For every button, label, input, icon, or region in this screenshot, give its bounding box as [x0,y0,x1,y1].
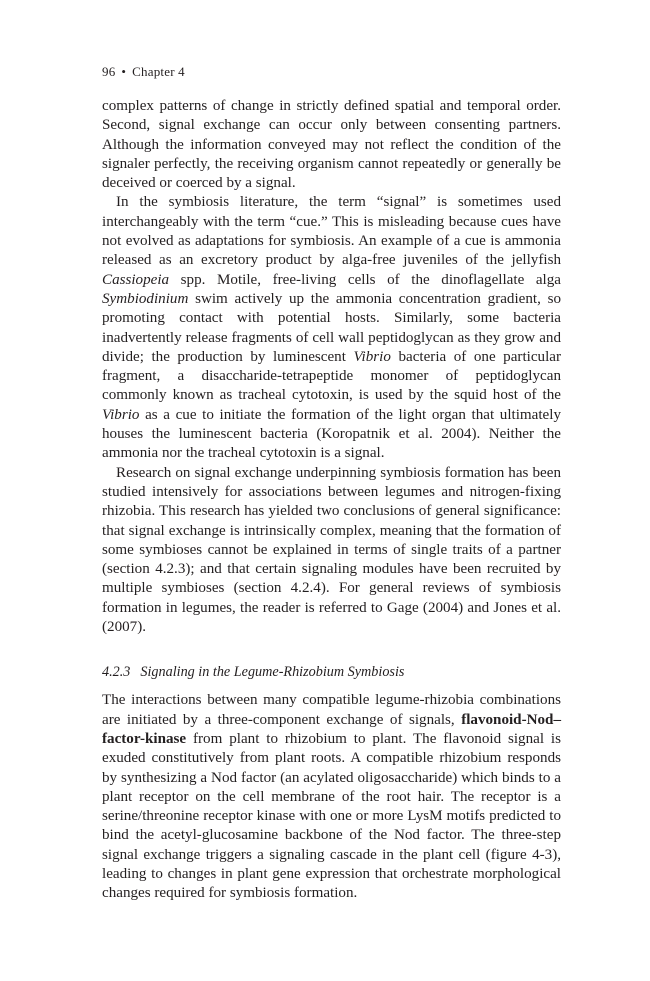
text-run: Vibrio [353,348,391,365]
page-number: 96 [102,64,116,79]
text-run: Symbiodinium [102,290,189,307]
book-page [102,64,561,904]
section-title: Signaling in the Legume-Rhizobium Symbiosis [140,664,405,681]
text-run: as a cue to initiate the formation of the light organ that ultimately houses the luminescent bacteria (Koropatnik et al. 2004). Neither the ammonia nor the tracheal cytotoxin is a signal. [102,406,561,462]
text-run: flavonoid-Nod–factor-kinase [102,711,561,747]
text-run: In the symbiosis literature, the term “signal” is sometimes used interchangeably with the term “cue.” This is misleading because cues have not evolved as adaptations for symbiosis. An example of a cue is ammonia released as an excretory product by alga-free juveniles of the jellyfish [102,194,561,269]
section-heading [102,663,561,681]
text-run: Vibrio [102,406,140,423]
paragraph-1 [102,97,561,193]
paragraph-3 [102,464,561,638]
text-run: bacteria of one particular fragment, a disaccharide-tetrapeptide monomer of peptidoglycan commonly known as tracheal cytotoxin, is used by the squid host of the [102,348,561,404]
text-run: complex patterns of change in strictly defined spatial and temporal order. Second, signal exchange can occur only between consenting partners. Although the information conveyed may not reflect the condition of the signaler perfectly, the receiving organism cannot repeatedly or generally be deceived or coerced by a signal. [102,98,561,192]
section-paragraph-1 [102,691,561,903]
text-run: spp. Motile, free-living cells of the dinoflagellate alga [169,271,561,288]
section-number: 4.2.3 [102,664,131,681]
running-head-separator: • [121,64,127,79]
chapter-label: Chapter 4 [132,64,185,79]
running-head [102,64,561,80]
paragraph-2 [102,193,561,463]
text-run: Research on signal exchange underpinning symbiosis formation has been studied intensively for associations between legumes and nitrogen-fixing rhizobia. This research has yielded two conclusions of general significance: that signal exchange is intrinsically complex, meaning that the formation of some symbioses cannot be explained in terms of single traits of a partner (section 4.2.3); and that certain signaling modules have been recruited by multiple symbioses (section 4.2.4). For general reviews of symbiosis formation in legumes, the reader is referred to Gage (2004) and Jones et al. (2007). [102,464,561,636]
text-run: swim actively up the ammonia concentration gradient, so promoting contact with potential hosts. Similarly, some bacteria inadvertently release fragments of cell wall peptidoglycan as they grow and divide; the production by luminescent [102,290,561,365]
body-text [102,97,561,904]
text-run: Cassiopeia [102,271,170,288]
text-run: The interactions between many compatible legume-rhizobia combinations are initiated by a three-component exchange of signals, [102,692,561,728]
text-run: from plant to rhizobium to plant. The flavonoid signal is exuded constitutively from plant roots. A compatible rhizobium responds by synthesizing a Nod factor (an acylated oligosaccharide) which binds to a plant receptor on the cell membrane of the root hair. The receptor is a serine/threonine receptor kinase with one or more LysM motifs predicted to bind the acetyl-glucosamine backbone of the Nod factor. The three-step signal exchange triggers a signaling cascade in the plant cell (figure 4-3), leading to changes in plant gene expression that orchestrate morphological changes required for symbiosis formation. [102,730,561,902]
